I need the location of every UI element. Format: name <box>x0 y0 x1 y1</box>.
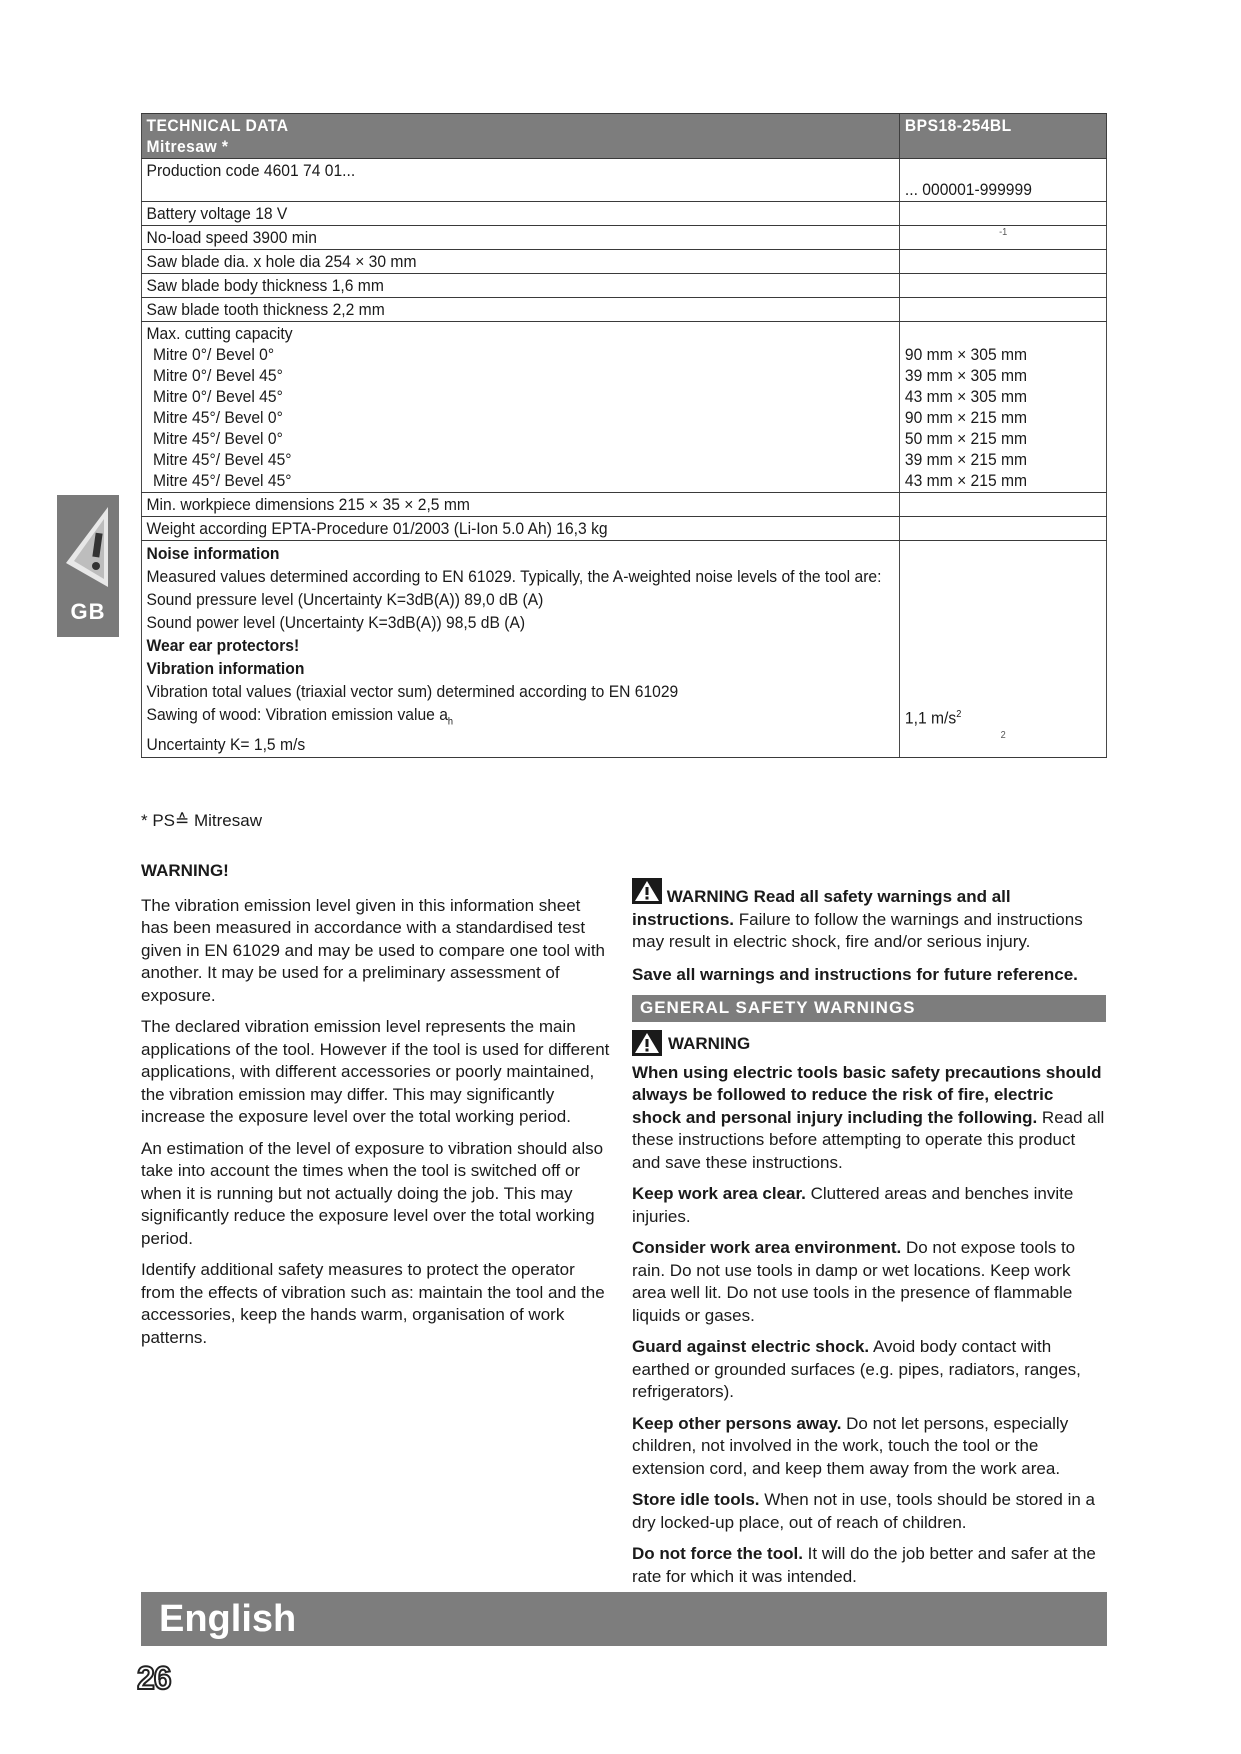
electric-tools-text: Read all these instructions before attempting to operate this product and save these instructions. <box>632 1107 1105 1172</box>
cutting-row-label: Mitre 45°/ Bevel 45° <box>152 450 292 469</box>
footnote: * PS≙ Mitresaw <box>141 811 262 830</box>
cutting-row-label: Mitre 0°/ Bevel 0° <box>152 345 275 364</box>
cutting-row-value: 50 mm × 215 mm <box>904 429 1028 448</box>
paragraph: The vibration emission level given in this information sheet has been measured in accordance with a standardised test given in EN 61029 and may be used to compare one tool with another. It may be used for a preliminary assessment of exposure. <box>141 895 606 1005</box>
warning-triangle-icon <box>632 878 662 904</box>
table-row-noise-vibration <box>141 541 1106 758</box>
safety-item: Do not force the tool. It will do the job better and safer at the rate for which it was intended. <box>632 1544 1096 1586</box>
language-side-tab <box>57 495 119 637</box>
warning-label-row <box>632 1030 1106 1056</box>
cutting-row-value: 90 mm × 215 mm <box>904 408 1028 427</box>
general-safety-banner: GENERAL SAFETY WARNINGS <box>632 995 1106 1022</box>
cutting-row-label: Mitre 45°/ Bevel 0° <box>152 429 283 448</box>
sawing-wood-subscript: h <box>447 716 454 728</box>
table-row <box>141 274 1106 298</box>
uncertainty: Uncertainty K= 1,5 m/s <box>146 735 306 755</box>
production-code-value: ... 000001-999999 <box>904 180 1032 199</box>
safety-item: Keep work area clear. Cluttered areas and benches invite injuries. <box>632 1184 1074 1226</box>
table-row <box>141 493 1106 517</box>
cutting-row-value: 39 mm × 305 mm <box>904 366 1028 385</box>
save-instructions: Save all warnings and instructions for future reference. <box>632 964 1078 984</box>
model-name: BPS18-254BL <box>900 114 1107 159</box>
language-code: GB <box>70 599 106 624</box>
min-workpiece: Min. workpiece dimensions 215 × 35 × 2,5 mm <box>141 493 899 517</box>
sawing-wood-exponent: 2 <box>956 709 962 720</box>
no-load-speed: No-load speed 3900 min <box>141 226 899 250</box>
right-column <box>632 878 1106 1597</box>
table-row <box>141 159 1106 202</box>
production-code-cell <box>900 159 1107 202</box>
cutting-row-label: Mitre 0°/ Bevel 45° <box>152 366 283 385</box>
production-code-label: Production code 4601 74 01... <box>141 159 899 202</box>
weight: Weight according EPTA-Procedure 01/2003 (Li-Ion 5.0 Ah) 16,3 kg <box>141 517 899 541</box>
table-row-cutting-capacity <box>141 322 1106 493</box>
vibration-title: Vibration information <box>146 659 305 678</box>
sawing-wood-label: Sawing of wood: Vibration emission value a <box>146 705 448 724</box>
battery-voltage: Battery voltage 18 V <box>141 202 899 226</box>
read-warnings-bold: WARNING Read all safety warnings and all instructions. <box>632 887 1011 929</box>
cutting-row-label: Mitre 45°/ Bevel 45° <box>152 471 292 490</box>
cutting-row-value: 90 mm × 305 mm <box>904 345 1028 364</box>
uncertainty-exponent: 2 <box>1000 729 1006 741</box>
table-header-title-cell <box>141 114 899 159</box>
safety-item: Guard against electric shock. Avoid body contact with earthed or grounded surfaces (e.g. pipes, radiators, ranges, refrigerators). <box>632 1337 1081 1401</box>
vibration-text: Vibration total values (triaxial vector sum) determined according to EN 61029 <box>146 682 679 701</box>
noise-text: Measured values determined according to EN 61029. Typically, the A-weighted noise levels of the tool are: <box>146 567 882 586</box>
paragraph: An estimation of the level of exposure to vibration should also take into account the times when the tool is switched off or when it is running but not actually doing the job. This may significantly reduce the exposure level over the total working period. <box>141 1138 604 1248</box>
paragraph: The declared vibration emission level represents the main applications of the tool. However if the tool is used for different applications, with different accessories or poorly maintained, the vibration emission may differ. This may significantly increase the exposure level over the total working period. <box>141 1017 610 1126</box>
warning-triangle-icon <box>632 1030 662 1056</box>
table-row <box>141 250 1106 274</box>
no-load-speed-exponent: -1 <box>999 227 1008 238</box>
language-title: English <box>159 1598 297 1640</box>
cutting-row-label: Mitre 45°/ Bevel 0° <box>152 408 283 427</box>
technical-data-table <box>141 113 1107 758</box>
vibration-warning-heading: WARNING! <box>141 861 229 880</box>
sound-pressure: Sound pressure level (Uncertainty K=3dB(A)) 89,0 dB (A) <box>146 590 544 609</box>
max-cutting-label: Max. cutting capacity <box>146 324 293 343</box>
table-header-row <box>141 114 1106 159</box>
noise-title: Noise information <box>146 544 280 563</box>
language-bar <box>141 1592 1107 1646</box>
left-column <box>141 860 611 1358</box>
safety-item: Consider work area environment. Do not expose tools to rain. Do not use tools in damp or wet locations. Keep work area well lit. Do not use tools in the presence of flammable liquids or gases. <box>632 1238 1076 1325</box>
table-row <box>141 226 1106 250</box>
table-row <box>141 517 1106 541</box>
cutting-row-value: 43 mm × 215 mm <box>904 471 1028 490</box>
blade-body-thickness: Saw blade body thickness 1,6 mm <box>141 274 899 298</box>
cutting-row-value: 43 mm × 305 mm <box>904 387 1028 406</box>
page-number: 26 <box>137 1660 171 1696</box>
saw-blade-diameter: Saw blade dia. x hole dia 254 × 30 mm <box>141 250 899 274</box>
sawing-wood-value: 1,1 m/s <box>904 708 957 728</box>
safety-item: Store idle tools. When not in use, tools should be stored in a dry locked-up place, out of reach of children. <box>632 1490 1096 1532</box>
cutting-row-label: Mitre 0°/ Bevel 45° <box>152 387 283 406</box>
cutting-row-value: 39 mm × 215 mm <box>904 450 1028 469</box>
table-title: TECHNICAL DATA <box>146 116 289 135</box>
blade-tooth-thickness: Saw blade tooth thickness 2,2 mm <box>141 298 899 322</box>
table-subtitle: Mitresaw * <box>146 137 229 156</box>
paragraph: Identify additional safety measures to protect the operator from the effects of vibration such as: maintain the tool and the accessories, keep the hands warm, organisation of work patterns. <box>141 1260 605 1347</box>
warning-label: WARNING <box>668 1034 751 1053</box>
electric-tools-bold: When using electric tools basic safety precautions should always be followed to reduce the risk of fire, electric shock and personal injury including the following. <box>632 1062 1102 1127</box>
ear-protectors: Wear ear protectors! <box>146 636 300 655</box>
safety-item: Keep other persons away. Do not let persons, especially children, not involved in the work, touch the tool or the extension cord, and keep them away from the work area. <box>632 1413 1069 1478</box>
read-warnings-text: Failure to follow the warnings and instructions may result in electric shock, fire and/or serious injury. <box>632 909 1083 951</box>
table-row <box>141 202 1106 226</box>
sound-power: Sound power level (Uncertainty K=3dB(A)) 98,5 dB (A) <box>146 613 526 632</box>
table-row <box>141 298 1106 322</box>
warning-triangle-icon <box>60 503 116 591</box>
